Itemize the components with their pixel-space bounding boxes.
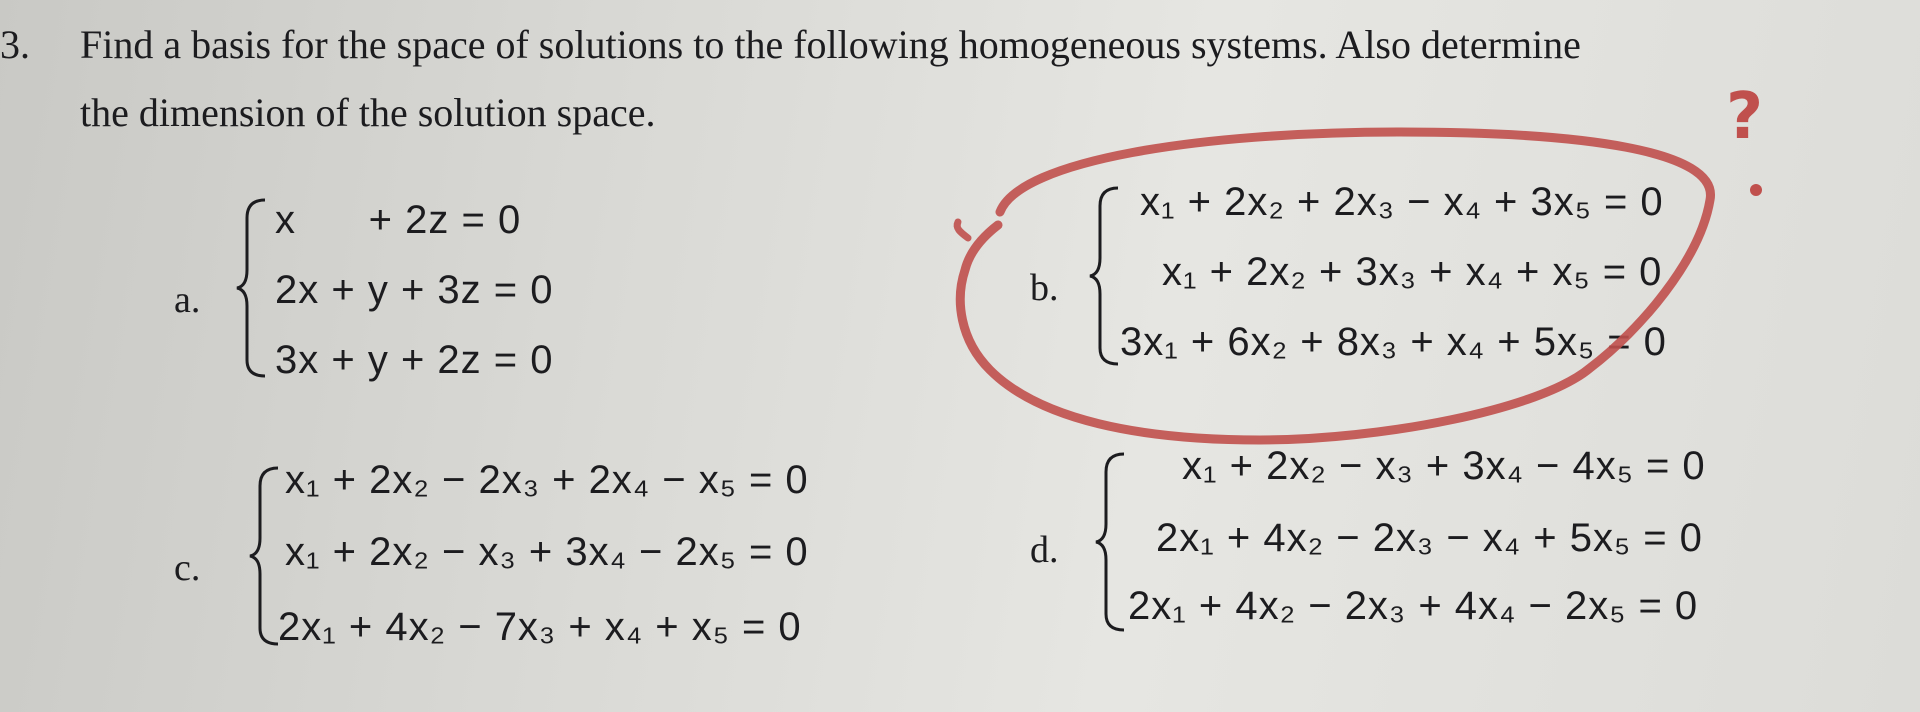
red-dot	[1750, 184, 1762, 196]
part-b-equation-3: 3x₁ + 6x₂ + 8x₃ + x₄ + 5x₅ = 0	[1120, 320, 1667, 364]
part-c-equation-1: x₁ + 2x₂ − 2x₃ + 2x₄ − x₅ = 0	[285, 458, 809, 502]
part-a-label: a.	[174, 279, 201, 321]
problem-text-line-2: the dimension of the solution space.	[80, 90, 656, 135]
part-c-equation-2: x₁ + 2x₂ − x₃ + 3x₄ − 2x₅ = 0	[285, 530, 809, 574]
part-d-equation-2: 2x₁ + 4x₂ − 2x₃ − x₄ + 5x₅ = 0	[1156, 516, 1703, 560]
part-c-equation-3: 2x₁ + 4x₂ − 7x₃ + x₄ + x₅ = 0	[278, 605, 802, 649]
part-a-equation-2: 2x + y + 3z = 0	[275, 268, 554, 312]
part-a-equation-1: x + 2z = 0	[275, 198, 522, 242]
question-mark-annotation: ?	[1726, 80, 1764, 154]
part-c-label: c.	[174, 547, 201, 589]
problem-number: 3.	[0, 22, 30, 67]
part-a-equation-3: 3x + y + 2z = 0	[275, 338, 554, 382]
part-d-equation-1: x₁ + 2x₂ − x₃ + 3x₄ − 4x₅ = 0	[1182, 444, 1706, 488]
part-b-equation-1: x₁ + 2x₂ + 2x₃ − x₄ + 3x₅ = 0	[1140, 180, 1664, 224]
part-d-equation-3: 2x₁ + 4x₂ − 2x₃ + 4x₄ − 2x₅ = 0	[1128, 584, 1699, 628]
part-b-label: b.	[1030, 267, 1059, 309]
part-b-equation-2: x₁ + 2x₂ + 3x₃ + x₄ + x₅ = 0	[1162, 250, 1663, 294]
part-d-label: d.	[1030, 529, 1059, 571]
problem-text-line-1: Find a basis for the space of solutions to the following homogeneous systems. Also determine	[80, 22, 1581, 67]
part-a-brace	[235, 192, 275, 382]
